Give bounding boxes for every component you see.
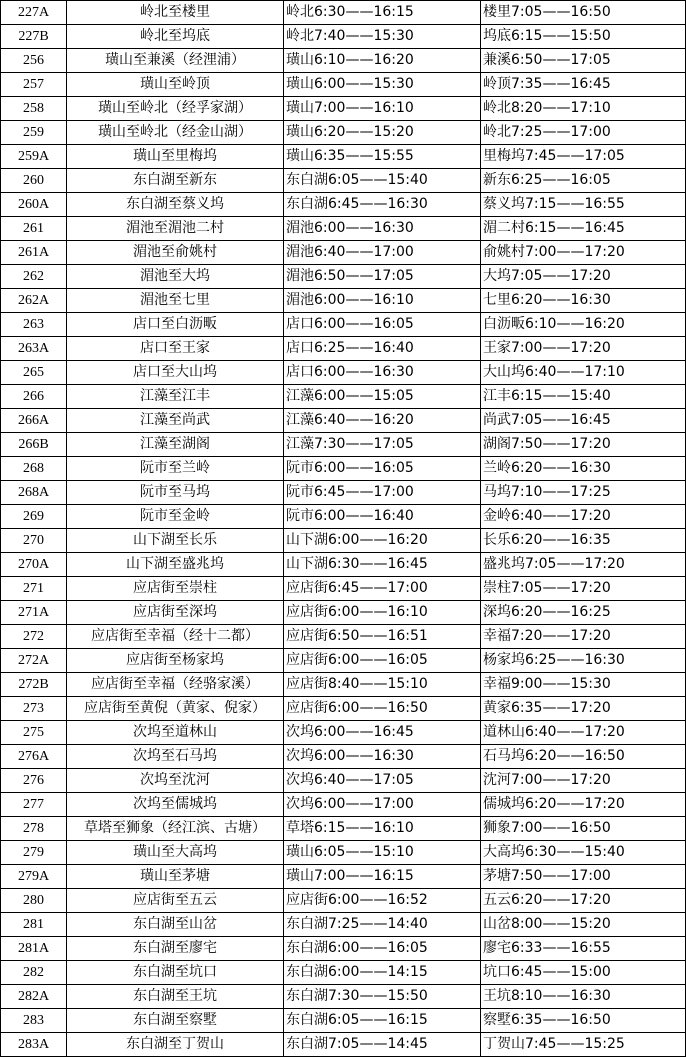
route-number-cell: 270A xyxy=(1,553,67,577)
first-stop-times-cell: 璜山6:00——15:30 xyxy=(284,73,481,97)
second-stop-times-cell: 兼溪6:50——17:05 xyxy=(481,49,686,73)
route-number-cell: 271A xyxy=(1,601,67,625)
table-row xyxy=(1,481,686,505)
second-stop-times-cell: 幸福9:00——15:30 xyxy=(481,673,686,697)
route-name-cell: 阮市至金岭 xyxy=(67,505,284,529)
table-row xyxy=(1,577,686,601)
route-name-cell: 璜山至岭北（经孚家湖） xyxy=(67,97,284,121)
route-number-cell: 276A xyxy=(1,745,67,769)
route-number-cell: 261 xyxy=(1,217,67,241)
route-number-cell: 258 xyxy=(1,97,67,121)
route-name-cell: 山下湖至盛兆坞 xyxy=(67,553,284,577)
second-stop-times-cell: 长乐6:20——16:35 xyxy=(481,529,686,553)
route-number-cell: 281A xyxy=(1,937,67,961)
route-name-cell: 草塔至狮象（经江滨、古塘） xyxy=(67,817,284,841)
table-row xyxy=(1,745,686,769)
second-stop-times-cell: 湖阁7:50——17:20 xyxy=(481,433,686,457)
route-number-cell: 271 xyxy=(1,577,67,601)
second-stop-times-cell: 江丰6:15——15:40 xyxy=(481,385,686,409)
route-number-cell: 262 xyxy=(1,265,67,289)
route-number-cell: 227B xyxy=(1,25,67,49)
first-stop-times-cell: 应店街6:45——17:00 xyxy=(284,577,481,601)
route-number-cell: 273 xyxy=(1,697,67,721)
first-stop-times-cell: 璜山6:10——16:20 xyxy=(284,49,481,73)
second-stop-times-cell: 马坞7:10——17:25 xyxy=(481,481,686,505)
first-stop-times-cell: 阮市6:00——16:40 xyxy=(284,505,481,529)
route-number-cell: 276 xyxy=(1,769,67,793)
route-name-cell: 湄池至湄池二村 xyxy=(67,217,284,241)
first-stop-times-cell: 江藻6:40——16:20 xyxy=(284,409,481,433)
route-number-cell: 275 xyxy=(1,721,67,745)
route-number-cell: 278 xyxy=(1,817,67,841)
route-name-cell: 次坞至道林山 xyxy=(67,721,284,745)
first-stop-times-cell: 璜山6:20——15:20 xyxy=(284,121,481,145)
route-name-cell: 山下湖至长乐 xyxy=(67,529,284,553)
second-stop-times-cell: 七里6:20——16:30 xyxy=(481,289,686,313)
route-name-cell: 东白湖至山岔 xyxy=(67,913,284,937)
table-row xyxy=(1,121,686,145)
route-number-cell: 263 xyxy=(1,313,67,337)
second-stop-times-cell: 兰岭6:20——16:30 xyxy=(481,457,686,481)
table-row xyxy=(1,49,686,73)
table-row xyxy=(1,193,686,217)
route-number-cell: 256 xyxy=(1,49,67,73)
route-name-cell: 璜山至里梅坞 xyxy=(67,145,284,169)
second-stop-times-cell: 白沥畈6:10——16:20 xyxy=(481,313,686,337)
table-row xyxy=(1,529,686,553)
first-stop-times-cell: 湄池6:00——16:30 xyxy=(284,217,481,241)
route-number-cell: 279A xyxy=(1,865,67,889)
second-stop-times-cell: 尚武7:05——16:45 xyxy=(481,409,686,433)
first-stop-times-cell: 应店街8:40——15:10 xyxy=(284,673,481,697)
route-name-cell: 应店街至崇柱 xyxy=(67,577,284,601)
second-stop-times-cell: 黄家6:35——17:20 xyxy=(481,697,686,721)
route-number-cell: 265 xyxy=(1,361,67,385)
route-name-cell: 东白湖至新东 xyxy=(67,169,284,193)
route-name-cell: 次坞至石马坞 xyxy=(67,745,284,769)
table-row xyxy=(1,457,686,481)
first-stop-times-cell: 山下湖6:30——16:45 xyxy=(284,553,481,577)
table-row xyxy=(1,649,686,673)
route-number-cell: 272B xyxy=(1,673,67,697)
first-stop-times-cell: 岭北7:40——15:30 xyxy=(284,25,481,49)
table-row xyxy=(1,985,686,1009)
first-stop-times-cell: 璜山6:35——15:55 xyxy=(284,145,481,169)
second-stop-times-cell: 俞姚村7:00——17:20 xyxy=(481,241,686,265)
first-stop-times-cell: 璜山7:00——16:15 xyxy=(284,865,481,889)
route-number-cell: 269 xyxy=(1,505,67,529)
first-stop-times-cell: 草塔6:15——16:10 xyxy=(284,817,481,841)
second-stop-times-cell: 狮象7:00——16:50 xyxy=(481,817,686,841)
table-row xyxy=(1,889,686,913)
first-stop-times-cell: 阮市6:00——16:05 xyxy=(284,457,481,481)
second-stop-times-cell: 道林山6:40——17:20 xyxy=(481,721,686,745)
table-row xyxy=(1,961,686,985)
route-name-cell: 应店街至杨家坞 xyxy=(67,649,284,673)
table-row xyxy=(1,313,686,337)
first-stop-times-cell: 应店街6:00——16:50 xyxy=(284,697,481,721)
route-number-cell: 280 xyxy=(1,889,67,913)
first-stop-times-cell: 应店街6:00——16:10 xyxy=(284,601,481,625)
table-row xyxy=(1,361,686,385)
route-name-cell: 璜山至兼溪（经浬浦） xyxy=(67,49,284,73)
route-number-cell: 266B xyxy=(1,433,67,457)
route-name-cell: 东白湖至王坑 xyxy=(67,985,284,1009)
route-number-cell: 260A xyxy=(1,193,67,217)
route-number-cell: 281 xyxy=(1,913,67,937)
route-name-cell: 店口至王家 xyxy=(67,337,284,361)
route-number-cell: 261A xyxy=(1,241,67,265)
route-name-cell: 湄池至俞姚村 xyxy=(67,241,284,265)
table-row xyxy=(1,73,686,97)
route-name-cell: 岭北至坞底 xyxy=(67,25,284,49)
table-row xyxy=(1,337,686,361)
first-stop-times-cell: 山下湖6:00——16:20 xyxy=(284,529,481,553)
first-stop-times-cell: 湄池6:40——17:00 xyxy=(284,241,481,265)
route-name-cell: 应店街至深坞 xyxy=(67,601,284,625)
second-stop-times-cell: 王家7:00——17:20 xyxy=(481,337,686,361)
table-row xyxy=(1,817,686,841)
route-name-cell: 东白湖至蔡义坞 xyxy=(67,193,284,217)
route-name-cell: 店口至大山坞 xyxy=(67,361,284,385)
first-stop-times-cell: 江藻6:00——15:05 xyxy=(284,385,481,409)
first-stop-times-cell: 东白湖6:05——16:15 xyxy=(284,1009,481,1033)
table-row xyxy=(1,865,686,889)
first-stop-times-cell: 次坞6:00——16:45 xyxy=(284,721,481,745)
first-stop-times-cell: 店口6:00——16:05 xyxy=(284,313,481,337)
second-stop-times-cell: 察墅6:35——16:50 xyxy=(481,1009,686,1033)
second-stop-times-cell: 大山坞6:40——17:10 xyxy=(481,361,686,385)
route-number-cell: 259 xyxy=(1,121,67,145)
first-stop-times-cell: 岭北6:30——16:15 xyxy=(284,1,481,25)
second-stop-times-cell: 深坞6:20——16:25 xyxy=(481,601,686,625)
route-number-cell: 268 xyxy=(1,457,67,481)
table-row xyxy=(1,553,686,577)
first-stop-times-cell: 湄池6:50——17:05 xyxy=(284,265,481,289)
table-row xyxy=(1,97,686,121)
table-row xyxy=(1,505,686,529)
first-stop-times-cell: 江藻7:30——17:05 xyxy=(284,433,481,457)
table-row xyxy=(1,1033,686,1057)
table-row xyxy=(1,289,686,313)
route-number-cell: 272 xyxy=(1,625,67,649)
route-number-cell: 227A xyxy=(1,1,67,25)
first-stop-times-cell: 应店街6:00——16:52 xyxy=(284,889,481,913)
route-number-cell: 277 xyxy=(1,793,67,817)
route-number-cell: 283 xyxy=(1,1009,67,1033)
table-row xyxy=(1,673,686,697)
route-number-cell: 257 xyxy=(1,73,67,97)
table-row xyxy=(1,145,686,169)
route-name-cell: 璜山至大高坞 xyxy=(67,841,284,865)
route-number-cell: 279 xyxy=(1,841,67,865)
first-stop-times-cell: 阮市6:45——17:00 xyxy=(284,481,481,505)
second-stop-times-cell: 楼里7:05——16:50 xyxy=(481,1,686,25)
first-stop-times-cell: 东白湖6:05——15:40 xyxy=(284,169,481,193)
table-row xyxy=(1,601,686,625)
route-number-cell: 263A xyxy=(1,337,67,361)
route-number-cell: 266 xyxy=(1,385,67,409)
route-number-cell: 272A xyxy=(1,649,67,673)
route-name-cell: 岭北至楼里 xyxy=(67,1,284,25)
route-name-cell: 应店街至五云 xyxy=(67,889,284,913)
second-stop-times-cell: 廖宅6:33——16:55 xyxy=(481,937,686,961)
second-stop-times-cell: 丁贺山7:45——15:25 xyxy=(481,1033,686,1057)
route-name-cell: 江藻至尚武 xyxy=(67,409,284,433)
route-name-cell: 次坞至沈河 xyxy=(67,769,284,793)
table-row xyxy=(1,793,686,817)
route-number-cell: 268A xyxy=(1,481,67,505)
table-row xyxy=(1,409,686,433)
second-stop-times-cell: 盛兆坞7:05——17:20 xyxy=(481,553,686,577)
route-name-cell: 东白湖至坑口 xyxy=(67,961,284,985)
table-row xyxy=(1,25,686,49)
table-row xyxy=(1,769,686,793)
second-stop-times-cell: 崇柱7:05——17:20 xyxy=(481,577,686,601)
route-name-cell: 东白湖至察墅 xyxy=(67,1009,284,1033)
second-stop-times-cell: 石马坞6:20——16:50 xyxy=(481,745,686,769)
second-stop-times-cell: 里梅坞7:45——17:05 xyxy=(481,145,686,169)
route-name-cell: 应店街至幸福（经十二都） xyxy=(67,625,284,649)
table-row xyxy=(1,169,686,193)
route-name-cell: 湄池至七里 xyxy=(67,289,284,313)
second-stop-times-cell: 新东6:25——16:05 xyxy=(481,169,686,193)
first-stop-times-cell: 次坞6:40——17:05 xyxy=(284,769,481,793)
second-stop-times-cell: 蔡义坞7:15——16:55 xyxy=(481,193,686,217)
table-row xyxy=(1,625,686,649)
table-row xyxy=(1,385,686,409)
second-stop-times-cell: 岭顶7:35——16:45 xyxy=(481,73,686,97)
first-stop-times-cell: 次坞6:00——16:30 xyxy=(284,745,481,769)
first-stop-times-cell: 应店街6:00——16:05 xyxy=(284,649,481,673)
route-name-cell: 应店街至幸福（经骆家溪） xyxy=(67,673,284,697)
table-row xyxy=(1,697,686,721)
second-stop-times-cell: 王坑8:10——16:30 xyxy=(481,985,686,1009)
route-number-cell: 270 xyxy=(1,529,67,553)
table-row xyxy=(1,265,686,289)
route-name-cell: 璜山至岭北（经金山湖） xyxy=(67,121,284,145)
second-stop-times-cell: 金岭6:40——17:20 xyxy=(481,505,686,529)
route-number-cell: 282A xyxy=(1,985,67,1009)
first-stop-times-cell: 湄池6:00——16:10 xyxy=(284,289,481,313)
schedule-body xyxy=(1,1,686,1057)
second-stop-times-cell: 山岔8:00——15:20 xyxy=(481,913,686,937)
second-stop-times-cell: 杨家坞6:25——16:30 xyxy=(481,649,686,673)
route-number-cell: 262A xyxy=(1,289,67,313)
table-row xyxy=(1,721,686,745)
first-stop-times-cell: 次坞6:00——17:00 xyxy=(284,793,481,817)
first-stop-times-cell: 东白湖7:05——14:45 xyxy=(284,1033,481,1057)
second-stop-times-cell: 岭北7:25——17:00 xyxy=(481,121,686,145)
second-stop-times-cell: 坞底6:15——15:50 xyxy=(481,25,686,49)
second-stop-times-cell: 大坞7:05——17:20 xyxy=(481,265,686,289)
route-name-cell: 阮市至马坞 xyxy=(67,481,284,505)
route-name-cell: 东白湖至丁贺山 xyxy=(67,1033,284,1057)
second-stop-times-cell: 岭北8:20——17:10 xyxy=(481,97,686,121)
second-stop-times-cell: 大高坞6:30——15:40 xyxy=(481,841,686,865)
first-stop-times-cell: 东白湖7:25——14:40 xyxy=(284,913,481,937)
route-name-cell: 次坞至儒城坞 xyxy=(67,793,284,817)
route-name-cell: 湄池至大坞 xyxy=(67,265,284,289)
first-stop-times-cell: 应店街6:50——16:51 xyxy=(284,625,481,649)
route-name-cell: 应店街至黄倪（黄家、倪家） xyxy=(67,697,284,721)
first-stop-times-cell: 璜山6:05——15:10 xyxy=(284,841,481,865)
second-stop-times-cell: 沈河7:00——17:20 xyxy=(481,769,686,793)
table-row xyxy=(1,433,686,457)
route-name-cell: 店口至白沥畈 xyxy=(67,313,284,337)
second-stop-times-cell: 儒城坞6:20——17:20 xyxy=(481,793,686,817)
table-row xyxy=(1,1009,686,1033)
first-stop-times-cell: 店口6:25——16:40 xyxy=(284,337,481,361)
table-row xyxy=(1,937,686,961)
first-stop-times-cell: 东白湖6:00——14:15 xyxy=(284,961,481,985)
second-stop-times-cell: 五云6:20——17:20 xyxy=(481,889,686,913)
first-stop-times-cell: 东白湖7:30——15:50 xyxy=(284,985,481,1009)
table-row xyxy=(1,241,686,265)
second-stop-times-cell: 坑口6:45——15:00 xyxy=(481,961,686,985)
second-stop-times-cell: 茅塘7:50——17:00 xyxy=(481,865,686,889)
route-name-cell: 东白湖至廖宅 xyxy=(67,937,284,961)
route-name-cell: 璜山至茅塘 xyxy=(67,865,284,889)
table-row xyxy=(1,1,686,25)
first-stop-times-cell: 店口6:00——16:30 xyxy=(284,361,481,385)
first-stop-times-cell: 东白湖6:00——16:05 xyxy=(284,937,481,961)
table-row xyxy=(1,217,686,241)
route-number-cell: 259A xyxy=(1,145,67,169)
route-number-cell: 283A xyxy=(1,1033,67,1057)
route-name-cell: 江藻至江丰 xyxy=(67,385,284,409)
route-number-cell: 266A xyxy=(1,409,67,433)
route-number-cell: 260 xyxy=(1,169,67,193)
table-row xyxy=(1,841,686,865)
table-row xyxy=(1,913,686,937)
second-stop-times-cell: 幸福7:20——17:20 xyxy=(481,625,686,649)
route-number-cell: 282 xyxy=(1,961,67,985)
route-name-cell: 阮市至兰岭 xyxy=(67,457,284,481)
route-name-cell: 江藻至湖阁 xyxy=(67,433,284,457)
first-stop-times-cell: 东白湖6:45——16:30 xyxy=(284,193,481,217)
route-name-cell: 璜山至岭顶 xyxy=(67,73,284,97)
first-stop-times-cell: 璜山7:00——16:10 xyxy=(284,97,481,121)
second-stop-times-cell: 湄二村6:15——16:45 xyxy=(481,217,686,241)
